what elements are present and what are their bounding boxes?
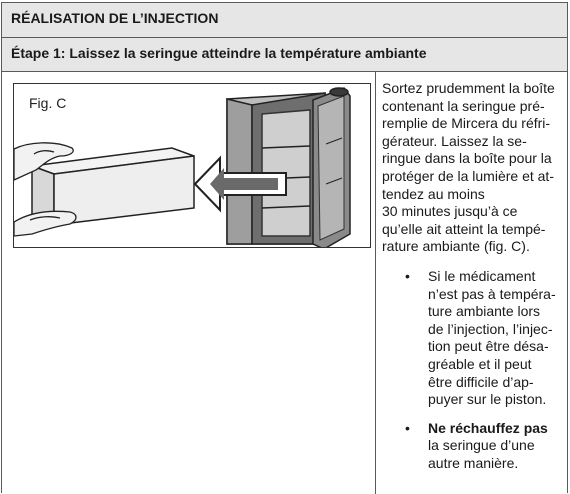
figure-label: Fig. C (29, 95, 67, 111)
bullet-line: n’est pas à tempéra- (428, 285, 556, 302)
paragraph-line: protéger de la lumière et at- (382, 167, 554, 184)
step-content-row (1, 71, 568, 493)
bullet-line: de l’injection, l’injec- (428, 320, 553, 337)
instructions-text (382, 80, 566, 483)
bullet-line: Si le médicament (428, 267, 536, 284)
bullet-line: gréable et il peut (428, 355, 532, 372)
bullet-icon: • (405, 419, 410, 436)
paragraph-line: remplie de Mircera du réfri- (382, 115, 551, 132)
paragraph-line: contenant la seringue pré- (382, 97, 545, 114)
bullet-line: ture ambiante lors (428, 303, 541, 320)
bullet-line: puyer sur le piston. (428, 391, 547, 408)
column-divider (375, 72, 376, 494)
section-header-row (1, 2, 568, 38)
paragraph-line: gérateur. Laissez la se- (382, 132, 527, 149)
bullet-bold-text: Ne réchauffez pas (428, 419, 548, 436)
paragraph-line: tendez au moins (382, 185, 485, 202)
warning-item-no-warming (382, 420, 566, 473)
warning-list (382, 268, 566, 473)
step-header-row (1, 37, 568, 72)
fridge-box-illustration (14, 84, 371, 248)
refrigerator-icon (227, 88, 350, 248)
paragraph-line: rature ambiante (fig. C). (382, 238, 530, 255)
figure-c (13, 83, 371, 248)
paragraph-line: ringue dans la boîte pour la (382, 150, 552, 167)
bullet-line: tion peut être désa- (428, 338, 549, 355)
section-title: RÉALISATION DE L’INJECTION (11, 10, 219, 26)
bullet-line: être difficile d’ap- (428, 373, 534, 390)
paragraph-line: 30 minutes jusqu’à ce (382, 203, 518, 220)
bullet-line: la seringue d’une (428, 437, 535, 454)
paragraph-line: qu’elle ait atteint la tempé- (382, 220, 546, 237)
main-instruction-paragraph (382, 80, 566, 256)
warning-item-temperature (382, 268, 566, 409)
paragraph-line: Sortez prudemment la boîte (382, 80, 555, 96)
bullet-icon: • (405, 267, 410, 284)
step-title: Étape 1: Laissez la seringue atteindre la température ambiante (11, 45, 427, 61)
bullet-line: autre manière. (428, 454, 519, 471)
